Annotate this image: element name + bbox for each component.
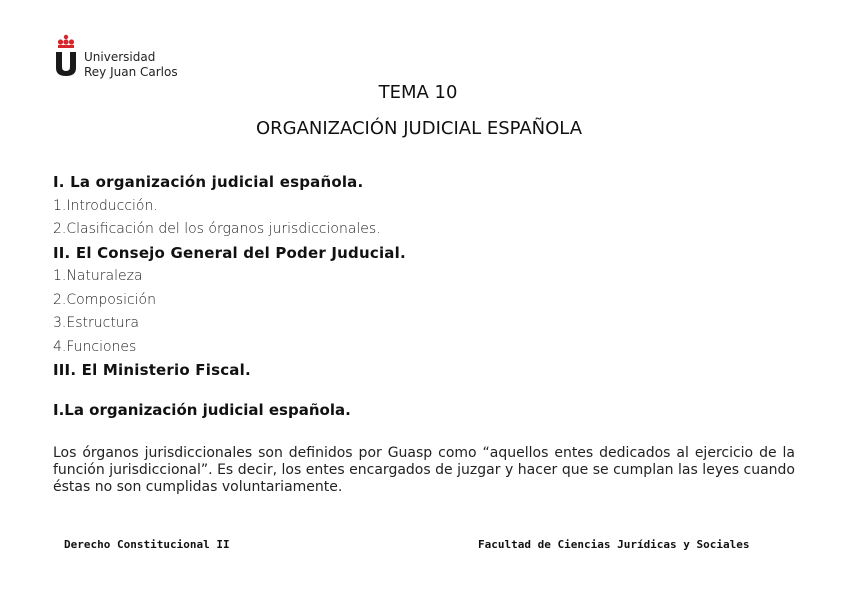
footer-course: Derecho Constitucional II — [64, 538, 230, 551]
document-title: ORGANIZACIÓN JUDICIAL ESPAÑOLA — [255, 118, 583, 139]
toc-heading: I. La organización judicial española. — [53, 173, 364, 191]
section-heading: I.La organización judicial española. — [53, 401, 351, 419]
toc-item: 1.Naturaleza — [53, 268, 143, 284]
toc-heading: III. El Ministerio Fiscal. — [53, 361, 251, 379]
logo-line-1: Universidad — [84, 50, 156, 64]
crown-u-logo-icon — [54, 34, 78, 78]
body-paragraph: Los órganos jurisdiccionales son definidos por Guasp como “aquellos entes dedicados al ejercicio de la función jurisdiccional”. Es decir, los entes encargados de juzgar y hacer que se cumplan las leyes cuando éstas no son cumplidas voluntariamente. — [53, 445, 795, 495]
toc-item: 3.Estructura — [53, 315, 140, 331]
university-logo — [54, 34, 204, 84]
table-of-contents — [53, 171, 813, 383]
toc-item: 2.Composición — [53, 291, 156, 308]
footer-faculty: Facultad de Ciencias Jurídicas y Sociales — [478, 538, 750, 551]
logo-line-2: Rey Juan Carlos — [84, 65, 178, 79]
toc-heading: II. El Consejo General del Poder Juducial. — [53, 243, 406, 262]
toc-item: 4.Funciones — [53, 338, 137, 355]
tema-title: TEMA 10 — [378, 82, 458, 103]
toc-item: 2.Clasificación del los órganos jurisdiccionales. — [53, 221, 381, 237]
toc-item: 1.Introducción. — [53, 197, 158, 214]
